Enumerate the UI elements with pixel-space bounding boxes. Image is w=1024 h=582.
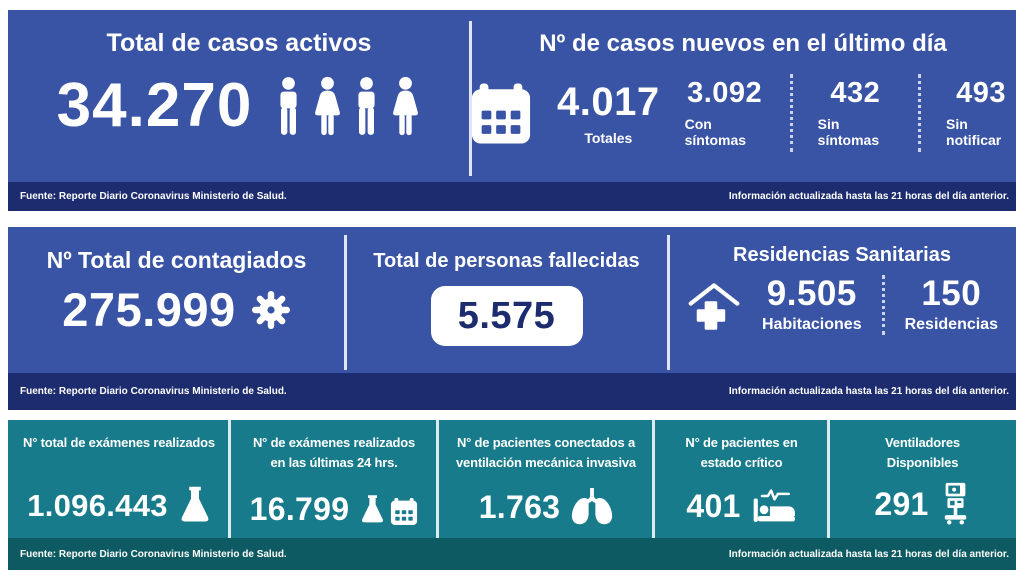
footer-source-text: Fuente: Reporte Diario Coronavirus Ministerio de Salud. — [20, 386, 287, 397]
column-available-ventilators — [829, 420, 1016, 538]
person-man-icon — [276, 76, 301, 137]
stat-label: Habitaciones — [762, 316, 862, 334]
stat-totales — [557, 81, 660, 146]
flask-icon — [179, 485, 211, 525]
column-title-line1: N° de pacientes conectados a — [456, 435, 636, 450]
total-infected-value: 275.999 — [62, 283, 236, 336]
panel1-footer — [8, 182, 1016, 211]
deaths-value-box — [431, 286, 583, 346]
stat-residencias — [904, 273, 998, 335]
stat-label: Totales — [584, 129, 633, 146]
active-cases-value: 34.270 — [56, 71, 253, 140]
column-title-line2: Disponibles — [886, 454, 959, 470]
stat-sin-sintomas — [818, 78, 893, 147]
section-deaths — [345, 227, 668, 373]
person-man-icon — [354, 76, 379, 137]
column-value: 1.096.443 — [27, 487, 168, 523]
stat-label: Residencias — [904, 316, 998, 334]
residences-title: Residencias Sanitarias — [733, 244, 951, 266]
column-total-exams — [8, 420, 230, 538]
stat-sin-notificar — [946, 78, 1016, 147]
calendar-small-icon — [390, 498, 418, 525]
footer-source-text: Fuente: Reporte Diario Coronavirus Ministerio de Salud. — [20, 191, 287, 202]
ventilator-icon — [940, 482, 971, 525]
column-invasive-ventilation — [438, 420, 654, 538]
column-value: 16.799 — [249, 491, 350, 527]
deaths-value: 5.575 — [457, 294, 556, 337]
people-icons — [276, 76, 421, 137]
dotted-divider — [790, 74, 793, 152]
hospital-bed-icon — [752, 487, 797, 525]
stat-label: Sin síntomas — [817, 115, 880, 148]
panel-totals — [8, 227, 1016, 410]
stat-habitaciones — [762, 273, 862, 335]
flask-small-icon — [360, 494, 385, 525]
footer-updated-text: Información actualizada hasta las 21 horas del día anterior. — [728, 386, 1009, 397]
panel-exams — [8, 420, 1016, 570]
column-title-line2: estado crítico — [700, 454, 783, 470]
column-title-line1: N° de pacientes en — [685, 435, 798, 450]
stat-con-sintomas — [685, 78, 765, 147]
virus-icon — [251, 290, 291, 330]
active-cases-title: Total de casos activos — [106, 29, 372, 57]
column-title-line1: N° total de exámenes realizados — [23, 435, 215, 450]
column-title-line1: Ventiladores — [885, 435, 960, 450]
column-value: 1.763 — [478, 488, 561, 525]
column-title-line2: en las últimas 24 hrs. — [270, 454, 398, 470]
section-active-cases — [8, 10, 470, 182]
column-title-line2: ventilación mecánica invasiva — [456, 454, 636, 470]
stat-label: Sin notificar — [946, 115, 1002, 148]
total-infected-title: Nº Total de contagiados — [46, 247, 307, 273]
person-woman-icon — [312, 76, 343, 137]
footer-updated-text: Información actualizada hasta las 21 horas del día anterior. — [728, 548, 1009, 560]
column-value: 401 — [686, 488, 741, 524]
footer-updated-text: Información actualizada hasta las 21 horas del día anterior. — [728, 191, 1009, 202]
section-new-cases — [470, 10, 1016, 182]
column-exams-24h — [230, 420, 438, 538]
lungs-icon — [571, 488, 613, 525]
dotted-divider — [882, 275, 885, 335]
stat-value: 432 — [830, 77, 881, 110]
stat-value: 4.017 — [557, 79, 660, 124]
column-title-line1: N° de exámenes realizados — [252, 435, 416, 450]
panel3-footer — [8, 538, 1016, 570]
panel1-main — [8, 10, 1016, 182]
column-critical-patients — [654, 420, 829, 538]
section-total-infected — [8, 227, 345, 373]
panel3-main — [8, 420, 1016, 538]
section-residences — [668, 227, 1016, 373]
stat-value: 3.092 — [687, 77, 763, 110]
panel2-footer — [8, 373, 1016, 410]
stat-value: 493 — [956, 77, 1006, 110]
person-woman-icon — [390, 76, 421, 137]
calendar-icon — [470, 83, 532, 144]
house-cross-icon — [686, 278, 742, 332]
stat-value: 9.505 — [766, 273, 857, 313]
stat-label: Con síntomas — [684, 115, 747, 148]
column-value: 291 — [874, 485, 929, 522]
panel-active-and-new-cases — [8, 10, 1016, 211]
new-cases-title: Nº de casos nuevos en el último día — [539, 30, 947, 57]
deaths-title: Total de personas fallecidas — [373, 250, 640, 272]
footer-source-text: Fuente: Reporte Diario Coronavirus Ministerio de Salud. — [20, 548, 287, 560]
dotted-divider — [918, 74, 921, 152]
panel2-main — [8, 227, 1016, 373]
stat-value: 150 — [921, 273, 982, 313]
